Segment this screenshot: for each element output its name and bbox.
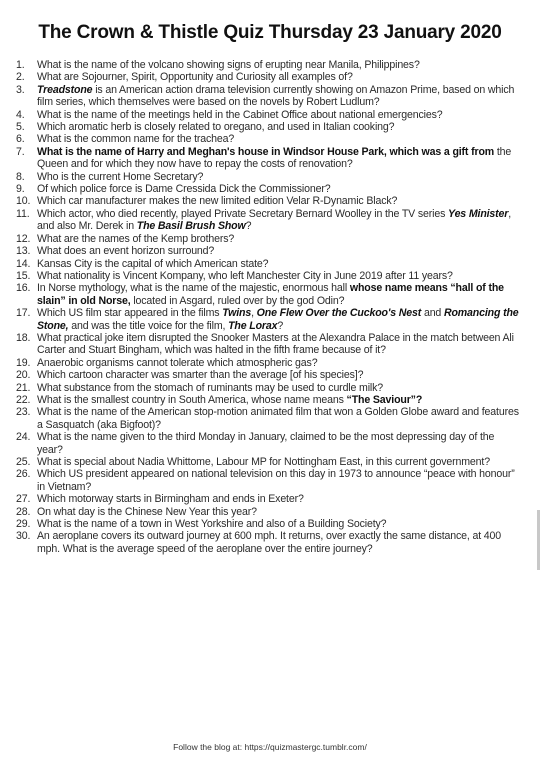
question-text-segment: Which car manufacturer makes the new limited edition Velar R-Dynamic Black? [37, 195, 398, 208]
question-item [16, 71, 520, 83]
question-text [37, 245, 520, 257]
question-number: 13. [16, 245, 31, 258]
question-list [16, 59, 520, 555]
question-text [37, 332, 520, 357]
question-text-emphasis: Treadstone [37, 83, 93, 96]
question-text-segment: Which motorway starts in Birmingham and ends in Exeter? [37, 493, 304, 506]
question-text-emphasis: Yes Minister [448, 207, 509, 220]
question-text-emphasis: One Flew Over the Cuckoo's Nest [256, 307, 422, 320]
question-text-segment [257, 307, 421, 319]
question-number: 21. [16, 381, 31, 394]
question-text [37, 195, 520, 207]
question-text-emphasis: The Lorax [228, 319, 278, 332]
question-number: 18. [16, 331, 31, 344]
question-text-segment: Who is the current Home Secretary? [37, 170, 204, 183]
question-text [37, 270, 520, 282]
question-text [37, 59, 520, 71]
question-item [16, 270, 520, 282]
question-text [37, 382, 520, 394]
question-item [16, 282, 520, 307]
question-text-segment: What are the names of the Kemp brothers? [37, 232, 235, 245]
question-number: 23. [16, 406, 31, 419]
question-number: 20. [16, 369, 31, 382]
question-text-segment: Which US film star appeared in the films [37, 307, 223, 320]
question-item [16, 456, 520, 468]
question-text-segment: What are Sojourner, Spirit, Opportunity and Curiosity all examples of? [37, 71, 353, 84]
question-item [16, 431, 520, 456]
question-number: 7. [16, 145, 25, 158]
question-text-segment: located in Asgard, ruled over by the god Odin? [130, 294, 345, 307]
question-text [37, 282, 520, 307]
question-text [37, 369, 520, 381]
question-item [16, 394, 520, 406]
question-number: 17. [16, 307, 31, 320]
question-text [37, 518, 520, 530]
question-number: 8. [16, 170, 25, 183]
question-text [37, 84, 520, 109]
question-item [16, 109, 520, 121]
question-text [37, 530, 520, 555]
question-text-emphasis: Twins [222, 307, 252, 320]
question-text-segment: In Norse mythology, what is the name of the majestic, enormous hall [37, 282, 350, 295]
question-item [16, 171, 520, 183]
question-text-segment: Kansas City is the capital of which American state? [37, 257, 269, 270]
question-text-segment: ? [245, 220, 252, 233]
question-text [37, 357, 520, 369]
question-item [16, 493, 520, 505]
question-text-segment: What is the name of the meetings held in the Cabinet Office about national emergencies? [37, 108, 443, 121]
question-text-segment [448, 208, 508, 220]
question-number: 14. [16, 257, 31, 270]
question-item [16, 518, 520, 530]
question-item [16, 245, 520, 257]
question-number: 11. [16, 207, 30, 220]
question-item [16, 208, 520, 233]
question-item [16, 357, 520, 369]
question-text [37, 146, 520, 171]
question-item [16, 406, 520, 431]
question-number: 16. [16, 282, 31, 295]
question-text-segment: and was the title voice for the film, [68, 319, 229, 332]
question-text-segment: Which actor, who died recently, played Private Secretary Bernard Woolley in the TV series [37, 207, 449, 220]
question-number: 3. [16, 83, 25, 96]
question-text-segment: , and also Mr. Derek in [37, 207, 512, 233]
question-text [37, 406, 520, 431]
question-text [37, 456, 520, 468]
question-text [37, 431, 520, 456]
question-text-segment [137, 220, 246, 232]
question-text-segment: What is the common name for the trachea? [37, 133, 235, 146]
question-text-segment: is an American action drama television currently showing on Amazon Prime, based on which film series, which themselves were based on the novels by Robert Ludlum? [37, 83, 515, 109]
question-item [16, 506, 520, 518]
question-item [16, 84, 520, 109]
question-number: 4. [16, 108, 25, 121]
question-text-segment: What practical joke item disrupted the Snooker Masters at the Alexandra Palace in the match between Ali Carter and Stuart Bingham, which was halted in the fifth frame because of it? [37, 331, 514, 357]
question-text-segment: What nationality is Vincent Kompany, who left Manchester City in June 2019 after 11 years? [37, 269, 453, 282]
question-text-segment: Of which police force is Dame Cressida Dick the Commissioner? [37, 183, 331, 196]
question-item [16, 369, 520, 381]
question-text [37, 171, 520, 183]
question-text-segment: ? [277, 319, 284, 332]
question-text [37, 493, 520, 505]
question-item [16, 258, 520, 270]
question-number: 9. [16, 183, 25, 196]
question-item [16, 195, 520, 207]
question-item [16, 133, 520, 145]
question-text-segment [37, 84, 92, 96]
question-text [37, 183, 520, 195]
question-text [37, 394, 520, 406]
question-text-segment: , [251, 307, 257, 320]
question-number: 19. [16, 356, 31, 369]
question-text [37, 208, 520, 233]
question-text-segment: What substance from the stomach of ruminants may be used to curdle milk? [37, 381, 384, 394]
question-text-segment: What is special about Nadia Whittome, Labour MP for Nottingham East, in this current government? [37, 456, 490, 468]
question-text-segment: What is the smallest country in South America, whose name means [37, 393, 347, 406]
question-text-segment: An aeroplane covers its outward journey at 600 mph. It returns, over exactly the same distance, at 400 mph. What is the average speed of the aeroplane over the entire journey? [37, 530, 502, 555]
question-text-segment: What does an event horizon surround? [37, 245, 215, 258]
question-item [16, 59, 520, 71]
question-text-segment: whose name means “hall of the slain” in old Norse, [37, 282, 504, 307]
question-text-segment: Anaerobic organisms cannot tolerate which atmospheric gas? [37, 356, 318, 369]
question-text-segment: Which US president appeared on national television on this day in 1973 to announce “peace with honour” in Vietnam? [37, 468, 515, 493]
question-item [16, 468, 520, 493]
question-text [37, 109, 520, 121]
question-text-segment: the Queen and for which they now have to repay the costs of renovation? [37, 145, 512, 171]
question-number: 27. [16, 493, 31, 506]
question-text-segment: “The Saviour”? [346, 393, 423, 406]
question-number: 15. [16, 269, 31, 282]
question-number: 1. [16, 59, 25, 71]
question-item [16, 121, 520, 133]
question-item [16, 233, 520, 245]
question-number: 12. [16, 232, 31, 245]
question-item [16, 183, 520, 195]
question-text-segment: What is the name of Harry and Meghan's house in Windsor House Park, which was a gift from [37, 145, 495, 158]
question-text-segment: What is the name of the American stop-motion animated film that won a Golden Globe award and features a Sasquatch (aka Bigfoot)? [37, 406, 519, 431]
question-text-segment: Which aromatic herb is closely related to oregano, and used in Italian cooking? [37, 121, 395, 134]
question-text-segment: and [421, 307, 444, 320]
question-item [16, 307, 520, 332]
question-text [37, 121, 520, 133]
question-item [16, 332, 520, 357]
question-number: 2. [16, 71, 25, 84]
question-text-segment: Which cartoon character was smarter than the average [of his species]? [37, 369, 364, 382]
question-text [37, 307, 520, 332]
question-text-segment [222, 307, 251, 319]
question-text-emphasis: Romancing the Stone, [37, 307, 519, 332]
question-number: 6. [16, 133, 25, 146]
question-number: 26. [16, 468, 31, 481]
question-text [37, 258, 520, 270]
question-number: 29. [16, 518, 31, 531]
question-number: 24. [16, 431, 31, 444]
footer-blog-link[interactable]: Follow the blog at: https://quizmastergc.tumblr.com/ [173, 742, 367, 752]
question-text [37, 506, 520, 518]
question-number: 10. [16, 195, 31, 208]
question-text [37, 71, 520, 83]
question-number: 28. [16, 505, 31, 518]
question-text-emphasis: The Basil Brush Show [136, 220, 246, 233]
question-number: 25. [16, 456, 31, 468]
question-text [37, 468, 520, 493]
question-text-segment: On what day is the Chinese New Year this year? [37, 505, 257, 518]
question-number: 22. [16, 393, 31, 406]
question-number: 30. [16, 530, 31, 543]
page-title: The Crown & Thistle Quiz Thursday 23 January 2020 [38, 22, 502, 43]
question-text-segment: What is the name given to the third Monday in January, claimed to be the most depressing day of the year? [37, 431, 495, 456]
question-number: 5. [16, 121, 25, 134]
question-item [16, 146, 520, 171]
question-text [37, 133, 520, 145]
question-text-segment: What is the name of the volcano showing signs of erupting near Manila, Philippines? [37, 59, 420, 71]
question-item [16, 530, 520, 555]
question-item [16, 382, 520, 394]
question-text-segment [228, 320, 277, 332]
question-text-segment: What is the name of a town in West Yorkshire and also of a Building Society? [37, 518, 387, 531]
question-text [37, 233, 520, 245]
